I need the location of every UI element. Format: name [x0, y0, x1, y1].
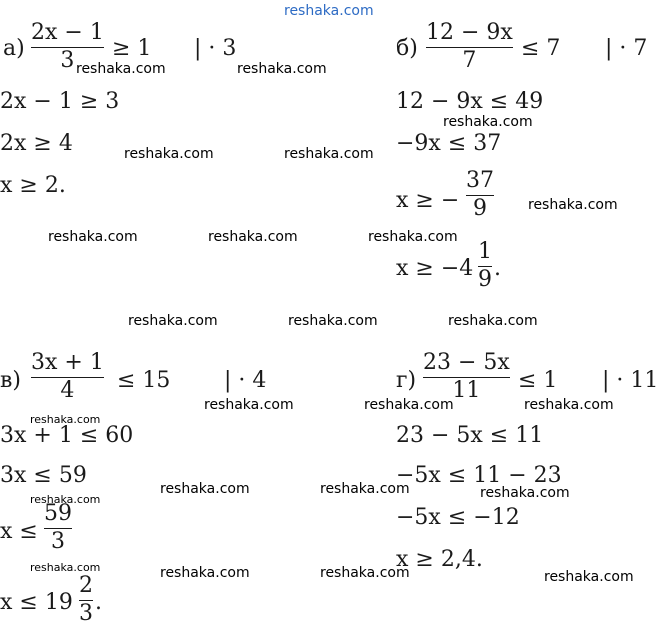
part-g-numerator: 23 − 5x — [423, 350, 510, 375]
part-g-step-3: −5x ≤ −12 — [396, 505, 520, 530]
part-a-step-3: x ≥ 2. — [0, 173, 66, 198]
part-v-step-1: 3x + 1 ≤ 60 — [0, 423, 134, 448]
site-watermark: reshaka.com — [124, 146, 214, 162]
part-g-fraction — [423, 352, 510, 402]
site-watermark: reshaka.com — [208, 229, 298, 245]
part-v-step-3-denominator: 3 — [51, 529, 65, 554]
part-v-step-4-denominator: 3 — [79, 601, 93, 626]
part-a-relation: ≥ 1 — [112, 36, 152, 61]
part-a-step-2: 2x ≥ 4 — [0, 131, 73, 156]
part-b-fraction — [426, 22, 513, 72]
site-watermark: reshaka.com — [284, 146, 374, 162]
site-watermark: reshaka.com — [160, 481, 250, 497]
part-v-step-2: 3x ≤ 59 — [0, 463, 87, 488]
site-watermark: reshaka.com — [128, 313, 218, 329]
part-v-numerator: 3x + 1 — [31, 350, 104, 375]
site-watermark: reshaka.com — [364, 397, 454, 413]
site-watermark: reshaka.com — [160, 565, 250, 581]
part-v-denominator: 4 — [60, 378, 75, 403]
site-watermark: reshaka.com — [368, 229, 458, 245]
site-watermark: reshaka.com — [30, 493, 101, 506]
part-g-multiplier: | · 11 — [602, 368, 659, 393]
part-v-fraction — [31, 352, 104, 402]
part-v-step-3-prefix: x ≤ — [0, 519, 38, 544]
site-watermark: reshaka.com — [30, 561, 101, 574]
part-b-relation: ≤ 7 — [521, 36, 561, 61]
part-a-multiplier: | · 3 — [194, 36, 237, 61]
part-v-step-3-fraction — [44, 503, 72, 553]
part-a-step-1: 2x − 1 ≥ 3 — [0, 89, 120, 114]
site-watermark: reshaka.com — [443, 114, 533, 130]
site-watermark-top: reshaka.com — [284, 3, 374, 19]
part-b-step-4-suffix: . — [494, 256, 501, 281]
part-b-step-3-fraction — [466, 170, 494, 220]
site-watermark: reshaka.com — [528, 197, 618, 213]
part-b-step-4-numerator: 1 — [478, 239, 492, 264]
part-b-step-1: 12 − 9x ≤ 49 — [396, 89, 544, 114]
part-g-step-2: −5x ≤ 11 − 23 — [396, 463, 562, 488]
site-watermark: reshaka.com — [480, 485, 570, 501]
part-v-step-4-suffix: . — [95, 590, 102, 615]
site-watermark: reshaka.com — [204, 397, 294, 413]
part-v-step-4-numerator: 2 — [79, 573, 93, 598]
site-watermark: reshaka.com — [48, 229, 138, 245]
part-b-step-4-denominator: 9 — [478, 267, 492, 292]
site-watermark: reshaka.com — [288, 313, 378, 329]
part-b-step-3-denominator: 9 — [473, 196, 487, 221]
part-b-numerator: 12 − 9x — [426, 20, 513, 45]
part-a-label: а) — [3, 36, 25, 61]
part-v-multiplier: | · 4 — [224, 368, 267, 393]
part-v-step-4-prefix: x ≤ 19 — [0, 590, 73, 615]
site-watermark: reshaka.com — [524, 397, 614, 413]
part-v-step-4-fraction — [79, 575, 93, 625]
part-g-step-1: 23 − 5x ≤ 11 — [396, 423, 544, 448]
site-watermark: reshaka.com — [448, 313, 538, 329]
site-watermark: reshaka.com — [30, 413, 101, 426]
part-b-denominator: 7 — [462, 48, 477, 73]
part-v-step-3-numerator: 59 — [44, 501, 72, 526]
site-watermark: reshaka.com — [544, 569, 634, 585]
part-b-multiplier: | · 7 — [605, 36, 648, 61]
site-watermark: reshaka.com — [76, 61, 166, 77]
site-watermark: reshaka.com — [320, 565, 410, 581]
part-g-label: г) — [396, 368, 417, 393]
part-v-relation: ≤ 15 — [117, 368, 171, 393]
part-v-label: в) — [0, 368, 21, 393]
part-b-step-3-numerator: 37 — [466, 168, 494, 193]
part-b-label: б) — [396, 36, 418, 61]
site-watermark: reshaka.com — [320, 481, 410, 497]
part-a-numerator: 2x − 1 — [31, 20, 104, 45]
part-g-denominator: 11 — [452, 378, 481, 403]
part-b-step-3-prefix: x ≥ − — [396, 188, 460, 213]
part-b-step-4-prefix: x ≥ −4 — [396, 256, 474, 281]
part-g-relation: ≤ 1 — [518, 368, 558, 393]
site-watermark: reshaka.com — [237, 61, 327, 77]
part-b-step-4-fraction — [478, 241, 492, 291]
part-g-step-4: x ≥ 2,4. — [396, 547, 483, 572]
part-a-denominator: 3 — [60, 48, 75, 73]
part-b-step-2: −9x ≤ 37 — [396, 131, 502, 156]
